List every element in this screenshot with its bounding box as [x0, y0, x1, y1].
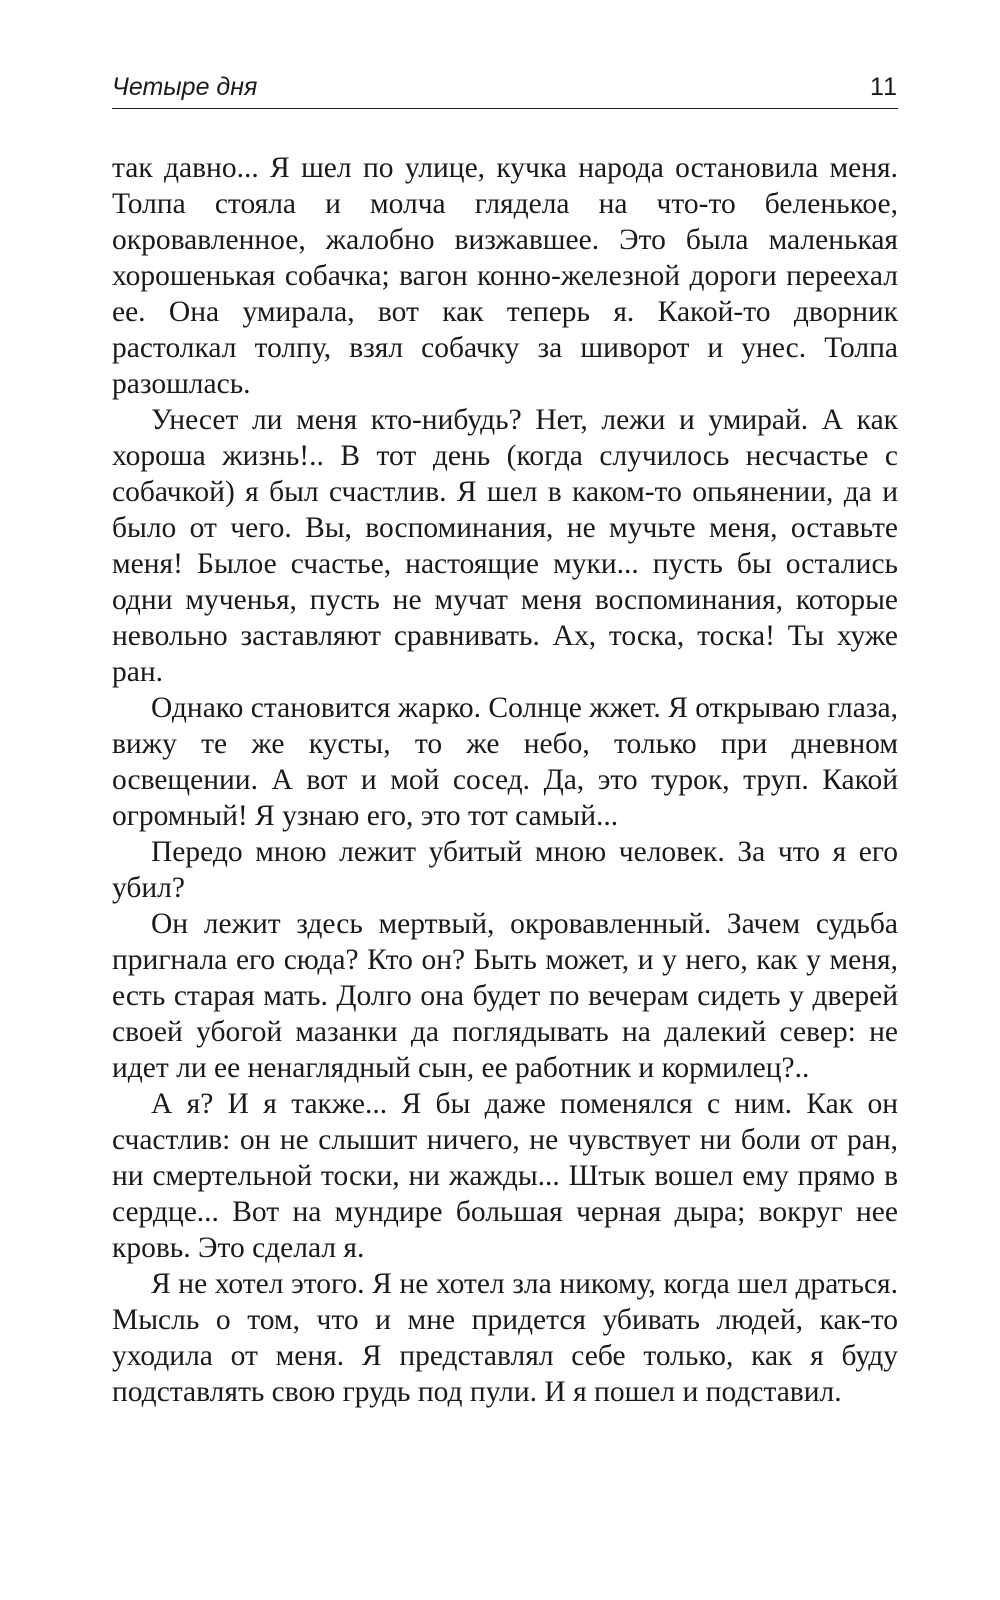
paragraph: Однако становится жарко. Солнце жжет. Я открываю глаза, вижу те же кусты, то же небо, только при дневном освещении. А вот и мой сосед. Да, это турок, труп. Какой огромный! Я узнаю его, это тот самый... — [112, 692, 898, 832]
paragraph: Он лежит здесь мертвый, окровавленный. Зачем судьба пригнала его сюда? Кто он? Быть может, и у него, как у меня, есть старая мать. Долго она будет по вечерам сидеть у дверей своей убогой мазанки да поглядывать на далекий север: не идет ли ее ненаглядный сын, ее работник и кормилец?.. — [112, 908, 898, 1084]
paragraph-continued: так давно... Я шел по улице, кучка народа остановила меня. Толпа стояла и молча глядела на что-то беленькое, окровавленное, жалобно визжавшее. Это была маленькая хорошенькая собачка; вагон конно-железной дороги переехал ее. Она умирала, вот как теперь я. Какой-то дворник растолкал толпу, взял собачку за шиворот и унес. Толпа разошлась. — [112, 152, 898, 400]
body-text — [112, 150, 898, 1410]
paragraph: А я? И я также... Я бы даже поменялся с ним. Как он счастлив: он не слышит ничего, не чувствует ни боли от ран, ни смертельной тоски, ни жажды... Штык вошел ему прямо в сердце... Вот на мундире большая черная дыра; вокруг нее кровь. Это сделал я. — [112, 1088, 898, 1264]
running-header — [112, 68, 898, 109]
paragraph: Передо мною лежит убитый мною человек. За что я его убил? — [112, 836, 898, 904]
page-number: 11 — [870, 73, 898, 101]
running-title: Четыре дня — [112, 73, 258, 101]
paragraph: Унесет ли меня кто-нибудь? Нет, лежи и умирай. А как хороша жизнь!.. В тот день (когда случилось несчастье с собачкой) я был счастлив. Я шел в каком-то опьянении, да и было от чего. Вы, воспоминания, не мучьте меня, оставьте меня! Былое счастье, настоящие муки... пусть бы остались одни мученья, пусть не мучат меня воспоминания, которые невольно заставляют сравнивать. Ах, тоска, тоска! Ты хуже ран. — [112, 404, 898, 688]
paragraph: Я не хотел этого. Я не хотел зла никому, когда шел драться. Мысль о том, что и мне придется убивать людей, как-то уходила от меня. Я представлял себе только, как я буду подставлять свою грудь под пули. И я пошел и подставил. — [112, 1268, 898, 1408]
